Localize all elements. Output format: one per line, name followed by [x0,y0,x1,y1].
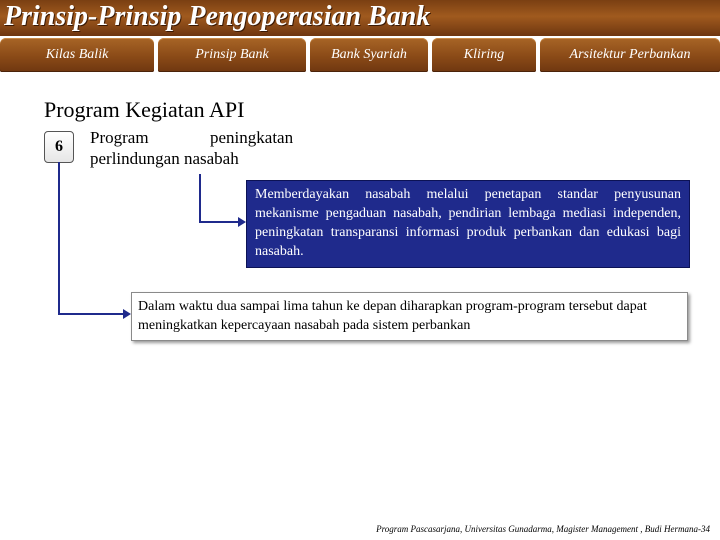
page-title: Prinsip-Prinsip Pengoperasian Bank [4,1,431,32]
program-title-word1: Program [90,128,149,147]
program-title-line2: perlindungan nasabah [90,149,239,168]
tab-label: Bank Syariah [331,47,407,62]
tab-label: Kliring [463,47,505,62]
description-box: Memberdayakan nasabah melalui penetapan standar penyusunan mekanisme pengaduan nasabah, pendirian lembaga mediasi independen, peningkatan transparansi informasi produk perbankan dan edukasi bagi nasabah. [246,180,690,268]
title-bar [0,0,720,36]
section-title: Program Kegiatan API [44,97,245,122]
connector-to-blue-box [200,174,238,222]
footer-credit: Program Pascasarjana, Universitas Gunadarma, Magister Management , Budi Hermana-34 [376,524,710,534]
tab-arsitektur-perbankan[interactable] [540,38,720,72]
tab-prinsip-bank[interactable] [158,38,306,72]
arrowhead-white-box [123,309,131,319]
tab-kliring[interactable] [432,38,536,72]
program-title-word2: peningkatan [210,128,294,147]
tab-label: Kilas Balik [45,47,109,62]
number-badge: 6 [44,131,74,163]
tab-bank-syariah[interactable] [310,38,428,72]
tab-label: Prinsip Bank [195,47,269,62]
arrowhead-blue-box [238,217,246,227]
tab-bar [0,38,720,74]
program-title-line1 [90,128,308,148]
tab-kilas-balik[interactable] [0,38,154,72]
tab-label: Arsitektur Perbankan [569,47,691,62]
connector-to-white-box [59,162,123,314]
outcome-box: Dalam waktu dua sampai lima tahun ke depan diharapkan program-program tersebut dapat meningkatkan kepercayaan nasabah pada sistem perbankan [131,292,688,341]
